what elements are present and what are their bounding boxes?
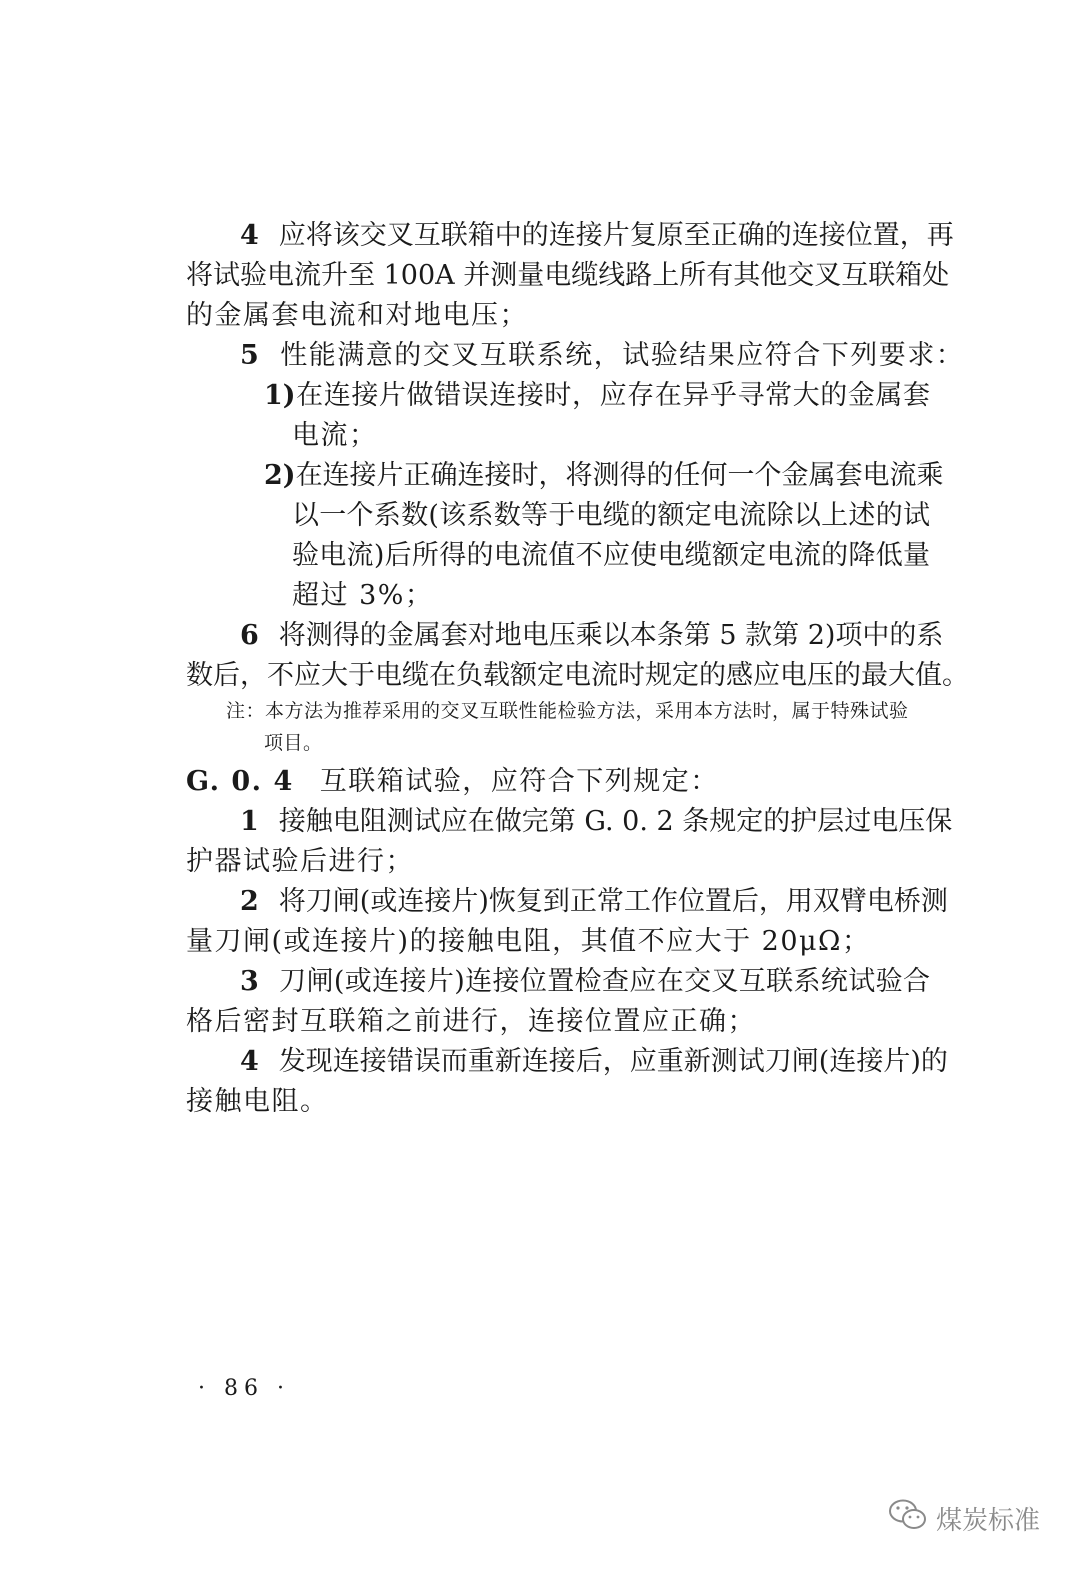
subitem-2-line-4 [292, 576, 433, 616]
watermark-label: 煤炭标准 [935, 1506, 1040, 1536]
section-number: G. 0. 4 [186, 766, 294, 797]
item-4-line-3 [186, 296, 528, 336]
item-number: 4 [240, 220, 259, 251]
wechat-icon [888, 1498, 928, 1539]
g04-item-3-line-2 [186, 1002, 756, 1042]
subitem-2-line-1 [264, 456, 944, 496]
subitem-number: 2) [264, 460, 296, 491]
line-text: 在连接片做错误连接时，应存在异乎寻常大的金属套 [295, 380, 930, 411]
item-number: 1 [240, 806, 259, 837]
subitem-2-line-2 [292, 496, 930, 536]
line-text: 以一个系数(该系数等于电缆的额定电流除以上述的试 [292, 500, 930, 531]
page-number: · 86 · [198, 1376, 290, 1401]
subitem-1-line-1 [264, 376, 930, 416]
item-number: 6 [240, 620, 259, 651]
line-text: 量刀闸(或连接片)的接触电阻，其值不应大于 20μΩ； [186, 926, 871, 957]
item-number: 5 [240, 340, 261, 371]
subitem-number: 1) [264, 380, 296, 411]
subitem-2-line-3 [292, 536, 930, 576]
line-text: 接触电阻。 [186, 1086, 329, 1117]
line-text: 格后密封互联箱之前进行，连接位置应正确； [186, 1006, 756, 1037]
line-text: 将刀闸(或连接片)恢复到正常工作位置后，用双臂电桥测 [278, 886, 948, 917]
line-text: 超过 3%； [292, 580, 434, 611]
item-6-line-2 [186, 656, 969, 696]
line-text: 性能满意的交叉互联系统，试验结果应符合下列要求： [280, 340, 965, 371]
item-4-line-1 [240, 216, 954, 256]
g04-item-4-line-1 [240, 1042, 948, 1082]
item-4-line-2 [186, 256, 950, 296]
note-line-2: 项目。 [264, 732, 323, 754]
g04-item-1-line-2 [186, 842, 414, 882]
line-text: 接触电阻测试应在做完第 G. 0. 2 条规定的护层过电压保 [278, 806, 953, 837]
line-text: 应将该交叉互联箱中的连接片复原至正确的连接位置，再 [278, 220, 954, 251]
line-text: 数后，不应大于电缆在负载额定电流时规定的感应电压的最大值。 [186, 660, 969, 691]
g04-item-2-line-1 [240, 882, 948, 922]
note-line-1: 注：本方法为推荐采用的交叉互联性能检验方法，采用本方法时，属于特殊试验 [226, 700, 909, 722]
line-text: 将试验电流升至 100A 并测量电缆线路上所有其他交叉互联箱处 [186, 260, 950, 291]
line-text: 在连接片正确连接时，将测得的任何一个金属套电流乘 [295, 460, 944, 491]
item-number: 4 [240, 1046, 259, 1077]
line-text: 刀闸(或连接片)连接位置检查应在交叉互联系统试验合 [278, 966, 930, 997]
line-text: 护器试验后进行； [186, 846, 414, 877]
item-number: 3 [240, 966, 259, 997]
section-g04-heading [186, 762, 719, 802]
line-text: 将测得的金属套对地电压乘以本条第 5 款第 2)项中的系 [278, 620, 944, 651]
item-5-line-1 [240, 336, 964, 376]
watermark [888, 1498, 1040, 1539]
line-text: 发现连接错误而重新连接后，应重新测试刀闸(连接片)的 [278, 1046, 948, 1077]
line-text: 电流； [292, 420, 378, 451]
line-text: 验电流)后所得的电流值不应使电缆额定电流的降低量 [292, 540, 930, 571]
g04-item-3-line-1 [240, 962, 930, 1002]
item-6-line-1 [240, 616, 944, 656]
subitem-1-line-2 [292, 416, 378, 456]
g04-item-4-line-2 [186, 1082, 329, 1122]
g04-item-2-line-2 [186, 922, 870, 962]
item-number: 2 [240, 886, 259, 917]
line-text: 的金属套电流和对地电压； [186, 300, 528, 331]
g04-item-1-line-1 [240, 802, 953, 842]
section-text: 互联箱试验，应符合下列规定： [319, 766, 719, 797]
